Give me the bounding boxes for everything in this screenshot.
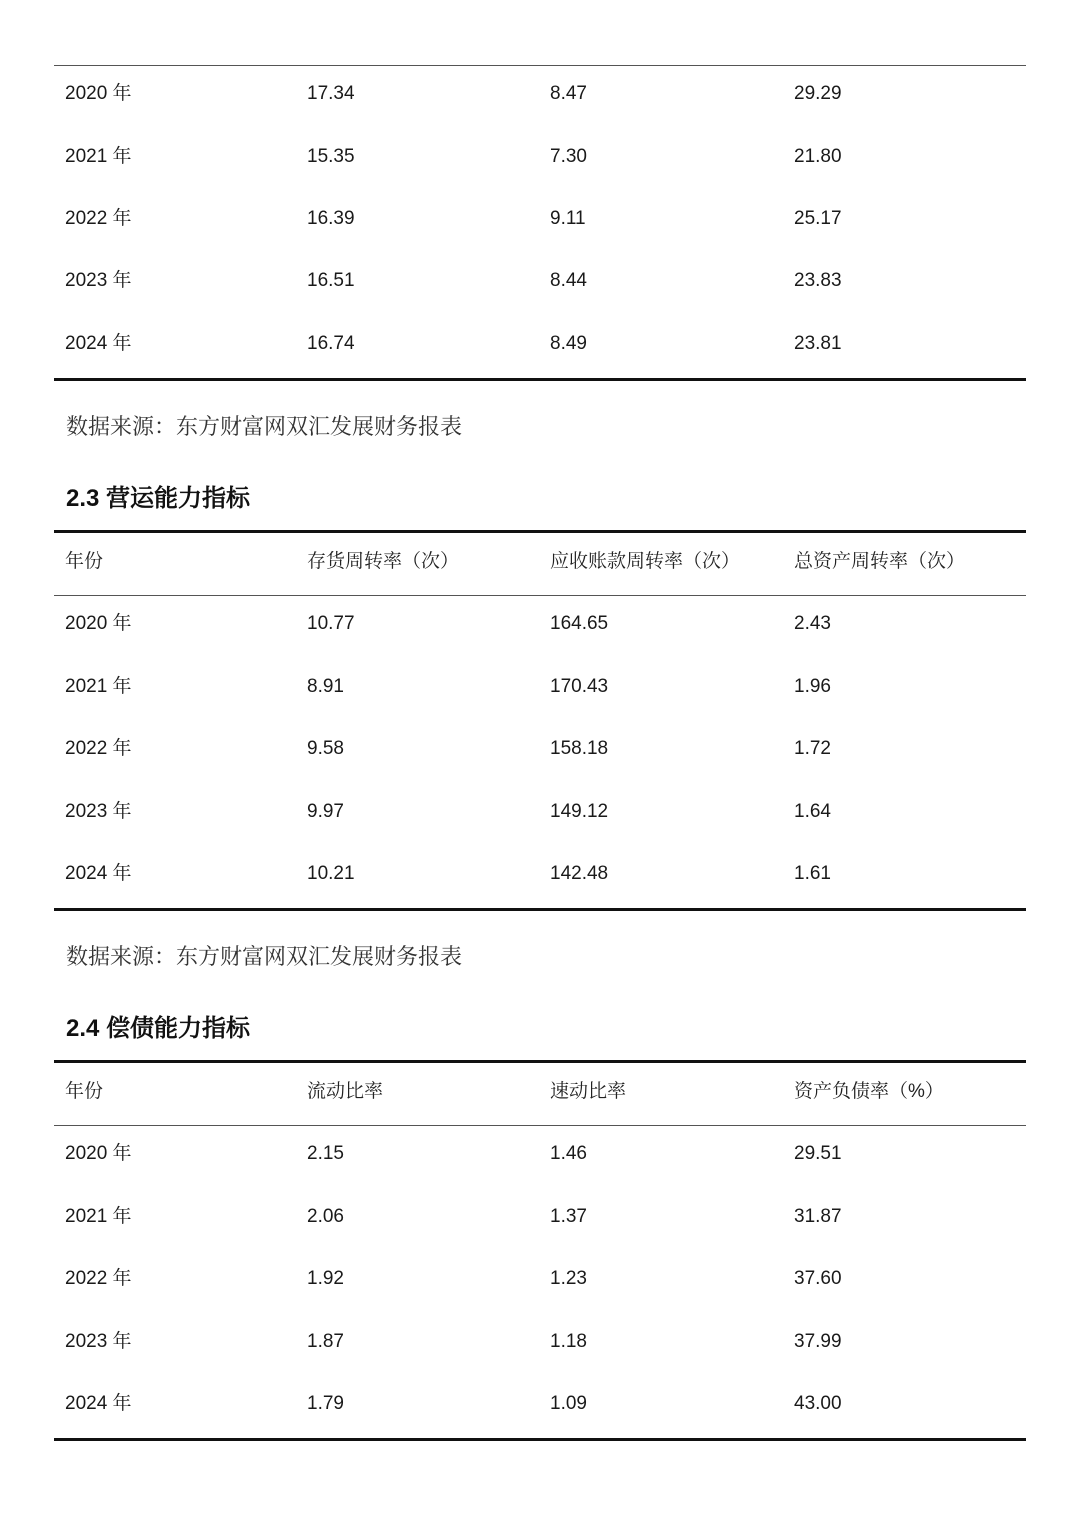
- data-source-note: 数据来源：东方财富网双汇发展财务报表: [66, 945, 463, 970]
- table-cell-year: 2022 年: [65, 738, 132, 759]
- table-cell-year: 2024 年: [65, 1393, 132, 1414]
- table-cell-year: 2021 年: [65, 146, 132, 167]
- table-cell: 16.39: [307, 208, 355, 229]
- table-cell-year: 2020 年: [65, 613, 132, 634]
- table-cell: 23.81: [794, 333, 842, 354]
- table-row: [0, 718, 1080, 780]
- table-cell: 2.15: [307, 1143, 344, 1164]
- table-cell: 1.23: [550, 1268, 587, 1289]
- table-cell: 1.46: [550, 1143, 587, 1164]
- section-heading-2-3: 2.3 营运能力指标: [66, 485, 251, 512]
- table-cell-year: 2021 年: [65, 1206, 132, 1227]
- table-cell-year: 2023 年: [65, 801, 132, 822]
- table-row: [0, 126, 1080, 188]
- table-cell: 16.74: [307, 333, 355, 354]
- table-cell: 23.83: [794, 270, 842, 291]
- table-cell: 29.29: [794, 83, 842, 104]
- table-cell-year: 2024 年: [65, 863, 132, 884]
- table-row: [0, 656, 1080, 718]
- table-cell: 15.35: [307, 146, 355, 167]
- table-cell: 9.58: [307, 738, 344, 759]
- table-cell: 31.87: [794, 1206, 842, 1227]
- table-cell-year: 2023 年: [65, 1331, 132, 1352]
- table-cell: 43.00: [794, 1393, 842, 1414]
- data-source-note: 数据来源：东方财富网双汇发展财务报表: [66, 415, 463, 440]
- table-row: [0, 188, 1080, 250]
- column-header: 年份: [65, 1081, 104, 1102]
- table-row: [0, 313, 1080, 375]
- table-cell: 1.64: [794, 801, 831, 822]
- table-cell: 37.60: [794, 1268, 842, 1289]
- table-row: [0, 250, 1080, 312]
- table-cell: 9.11: [550, 208, 586, 229]
- table-cell: 1.92: [307, 1268, 344, 1289]
- table-cell: 158.18: [550, 738, 609, 759]
- table-row: [0, 1123, 1080, 1185]
- table-row: [0, 593, 1080, 655]
- table-cell: 1.87: [307, 1331, 344, 1352]
- table-cell: 1.18: [550, 1331, 587, 1352]
- table2-bottom-rule: [54, 908, 1026, 911]
- table-cell: 2.43: [794, 613, 831, 634]
- table-cell: 1.79: [307, 1393, 344, 1414]
- table-cell: 21.80: [794, 146, 842, 167]
- column-header: 应收账款周转率（次）: [550, 551, 741, 572]
- table3-bottom-rule: [54, 1438, 1026, 1441]
- table-cell: 1.61: [794, 863, 831, 884]
- table-header-row: [0, 1061, 1080, 1123]
- table-cell: 9.97: [307, 801, 344, 822]
- table-cell: 1.09: [550, 1393, 587, 1414]
- table-cell: 8.91: [307, 676, 344, 697]
- table-cell: 29.51: [794, 1143, 842, 1164]
- table-cell: 1.37: [550, 1206, 587, 1227]
- column-header: 速动比率: [550, 1081, 627, 1102]
- table-cell: 25.17: [794, 208, 842, 229]
- table-row: [0, 843, 1080, 905]
- table-cell: 7.30: [550, 146, 587, 167]
- table-cell-year: 2023 年: [65, 270, 132, 291]
- table-row: [0, 1373, 1080, 1435]
- table-cell: 17.34: [307, 83, 355, 104]
- table-cell: 10.21: [307, 863, 355, 884]
- table-row: [0, 781, 1080, 843]
- table-header-row: [0, 531, 1080, 593]
- column-header: 总资产周转率（次）: [794, 551, 966, 572]
- table-cell: 1.96: [794, 676, 831, 697]
- table-cell-year: 2020 年: [65, 83, 132, 104]
- table-cell-year: 2020 年: [65, 1143, 132, 1164]
- table-cell: 164.65: [550, 613, 609, 634]
- table-cell: 142.48: [550, 863, 609, 884]
- table-cell: 10.77: [307, 613, 355, 634]
- table-cell: 37.99: [794, 1331, 842, 1352]
- table1-bottom-rule: [54, 378, 1026, 381]
- table-cell-year: 2024 年: [65, 333, 132, 354]
- table-cell: 1.72: [794, 738, 831, 759]
- table-cell-year: 2022 年: [65, 1268, 132, 1289]
- column-header: 资产负债率（%）: [794, 1081, 944, 1102]
- table-cell: 8.49: [550, 333, 587, 354]
- table-row: [0, 63, 1080, 125]
- table-row: [0, 1186, 1080, 1248]
- table-cell-year: 2022 年: [65, 208, 132, 229]
- table-cell: 149.12: [550, 801, 609, 822]
- table-cell: 8.47: [550, 83, 587, 104]
- table-row: [0, 1248, 1080, 1310]
- table-row: [0, 1311, 1080, 1373]
- table-cell: 16.51: [307, 270, 355, 291]
- table-cell: 170.43: [550, 676, 609, 697]
- table-cell: 8.44: [550, 270, 587, 291]
- column-header: 年份: [65, 551, 104, 572]
- column-header: 流动比率: [307, 1081, 384, 1102]
- column-header: 存货周转率（次）: [307, 551, 460, 572]
- table-cell-year: 2021 年: [65, 676, 132, 697]
- section-heading-2-4: 2.4 偿债能力指标: [66, 1015, 251, 1042]
- table-cell: 2.06: [307, 1206, 344, 1227]
